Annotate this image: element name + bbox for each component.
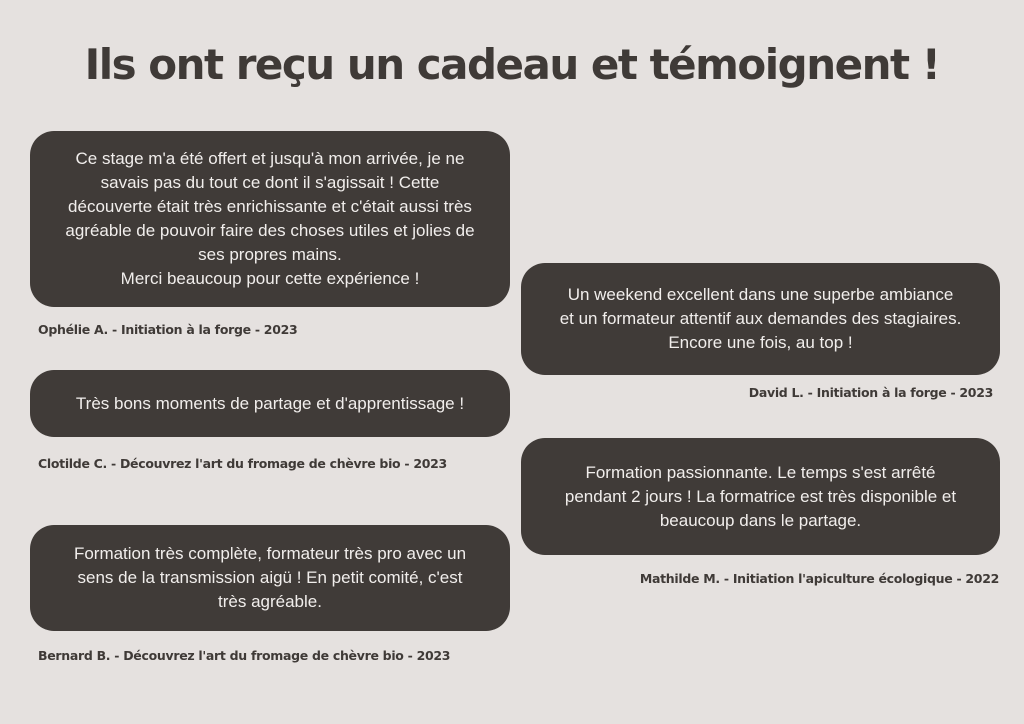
testimonial-bubble-bernard bbox=[30, 525, 510, 631]
testimonial-author-david: David L. - Initiation à la forge - 2023 bbox=[748, 385, 993, 400]
testimonial-bubble-clotilde bbox=[30, 370, 510, 437]
testimonial-quote: Très bons moments de partage et d'apprentissage ! bbox=[75, 393, 465, 413]
testimonial-author-bernard: Bernard B. - Découvrez l'art du fromage de chèvre bio - 2023 bbox=[38, 648, 451, 663]
testimonial-bubble-mathilde bbox=[521, 438, 1000, 555]
testimonial-bubble-david bbox=[521, 263, 1000, 375]
testimonial-quote: Formation très complète, formateur très pro avec un sens de la transmission aigü ! En petit comité, c'est très agréable. bbox=[73, 544, 467, 611]
testimonial-author-ophelie: Ophélie A. - Initiation à la forge - 2023 bbox=[38, 322, 298, 337]
testimonial-quote: Un weekend excellent dans une superbe ambiance et un formateur attentif aux demandes des stagiaires. Encore une fois, au top ! bbox=[559, 285, 962, 352]
testimonial-bubble-ophelie bbox=[30, 131, 510, 307]
testimonial-author-mathilde: Mathilde M. - Initiation l'apiculture écologique - 2022 bbox=[639, 571, 999, 586]
testimonial-author-clotilde: Clotilde C. - Découvrez l'art du fromage de chèvre bio - 2023 bbox=[38, 456, 447, 471]
page-title: Ils ont reçu un cadeau et témoignent ! bbox=[84, 40, 940, 89]
testimonial-quote: Ce stage m'a été offert et jusqu'à mon arrivée, je ne savais pas du tout ce dont il s'agissait ! Cette découverte était très enrichissante et c'était aussi très agréable de pouvoir faire des choses utiles et jolies de ses propres mains. Merci beaucoup pour cette expérience ! bbox=[65, 149, 475, 288]
testimonial-quote: Formation passionnante. Le temps s'est arrêté pendant 2 jours ! La formatrice est très disponible et beaucoup dans le partage. bbox=[564, 462, 957, 530]
